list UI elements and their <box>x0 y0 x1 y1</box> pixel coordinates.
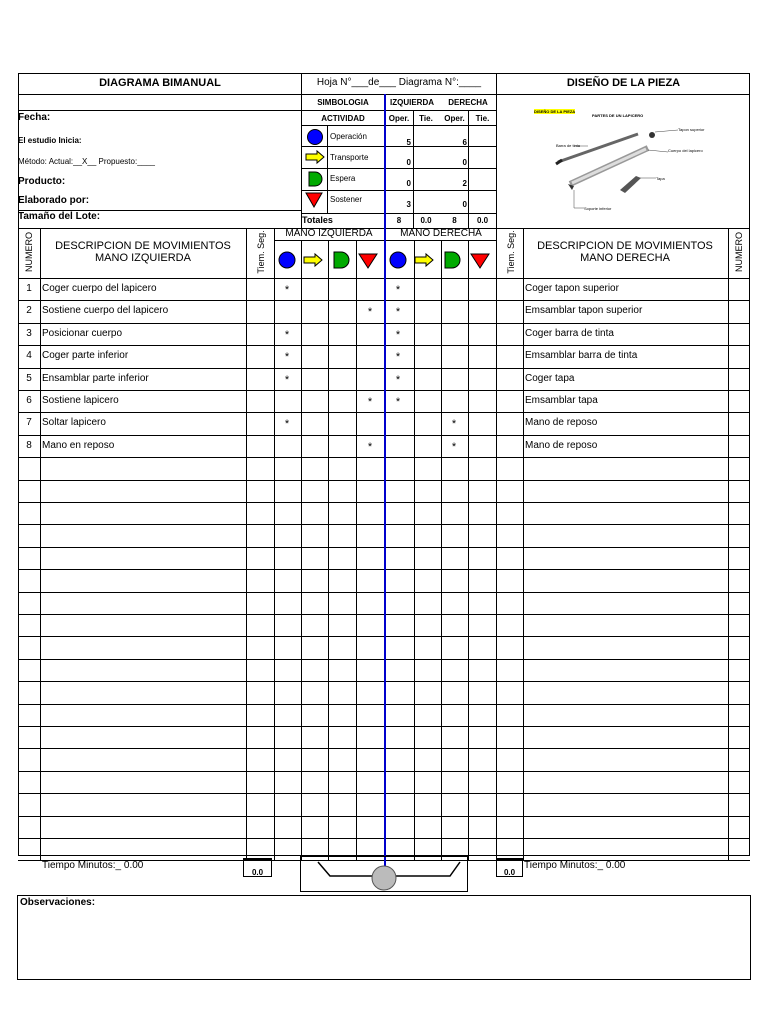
tot-der-oper: 8 <box>452 216 457 225</box>
estudio-label: El estudio Inicia: <box>18 136 82 145</box>
observaciones-box[interactable] <box>17 895 751 980</box>
row-left-desc: Mano en reposo <box>42 440 115 451</box>
grid-vline <box>414 240 415 860</box>
hold-icon <box>305 192 323 208</box>
simbologia-header: SIMBOLOGIA <box>317 98 369 107</box>
row-mark: * <box>395 306 401 318</box>
transport-icon <box>305 150 325 164</box>
total-left-value: 0.0 <box>251 868 264 877</box>
grid-vline <box>356 240 357 860</box>
summary-izq-1: 0 <box>406 158 411 167</box>
row-mark: * <box>367 306 373 318</box>
row-right-desc: Mano de reposo <box>525 440 598 451</box>
center-divider <box>384 94 386 888</box>
tot-der-tie: 0.0 <box>476 216 489 225</box>
total-box-left <box>243 858 272 877</box>
total-box-right <box>496 858 523 877</box>
part-title: PARTES DE UN LAPICERO <box>592 113 644 118</box>
row-right-desc: Coger tapon superior <box>525 283 619 294</box>
row-number: 2 <box>26 305 32 316</box>
wait-icon <box>307 171 323 187</box>
row-mark: * <box>395 284 401 296</box>
left-transport-icon <box>303 253 323 267</box>
row-mark: * <box>451 441 457 453</box>
diseno-title: DISEÑO DE LA PIEZA <box>566 77 681 89</box>
desc-right-line2: MANO DERECHA <box>580 252 670 264</box>
row-left-desc: Sostiene lapicero <box>42 395 119 406</box>
row-mark: * <box>284 374 290 386</box>
label-tapon: Tapon superior <box>678 127 705 132</box>
izquierda-header: IZQUIERDA <box>390 98 434 107</box>
row-mark: * <box>284 284 290 296</box>
summary-label-operacion: Operación <box>330 132 367 141</box>
desc-left-line2: MANO IZQUIERDA <box>95 252 191 264</box>
desc-left-line1: DESCRIPCION DE MOVIMIENTOS <box>55 240 231 252</box>
pen-parts-icon <box>528 98 732 218</box>
row-right-desc: Mano de reposo <box>525 417 598 428</box>
summary-label-espera: Espera <box>330 174 356 183</box>
row-number: 1 <box>26 283 32 294</box>
tie-izq-header: Tie. <box>419 114 433 123</box>
row-number: 4 <box>26 350 32 361</box>
grid-vline <box>301 240 302 860</box>
row-mark: * <box>284 418 290 430</box>
tiem-header-left: Tiem. Seg. <box>256 230 266 274</box>
tiempo-left <box>42 860 143 872</box>
tiempo-right <box>524 860 625 872</box>
summary-der-3: 0 <box>462 200 467 209</box>
tie-der-header: Tie. <box>475 114 490 123</box>
summary-der-0: 6 <box>462 138 467 147</box>
right-transport-icon <box>414 253 434 267</box>
page-title: DIAGRAMA BIMANUAL <box>99 77 221 89</box>
row-mark: * <box>451 418 457 430</box>
metodo-label: Método: Actual:__X__ Propuesto:____ <box>18 157 155 166</box>
oper-der-header: Oper. <box>444 114 465 123</box>
pen-drawing <box>528 98 732 218</box>
row-right-desc: Coger tapa <box>525 373 575 384</box>
left-hold-icon <box>358 253 378 269</box>
summary-izq-3: 3 <box>406 200 411 209</box>
summary-izq-2: 0 <box>406 179 411 188</box>
row-left-desc: Posicionar cuerpo <box>42 328 123 339</box>
row-mark: * <box>284 351 290 363</box>
numero-header-left: NUMERO <box>24 232 34 272</box>
left-operation-icon <box>278 251 296 269</box>
mano-der-header: MANO DERECHA <box>400 228 482 239</box>
right-hold-icon <box>470 253 490 269</box>
actividad-header: ACTIVIDAD <box>321 114 365 123</box>
mano-izq-header: MANO IZQUIERDA <box>285 228 373 239</box>
grid-vline <box>441 240 442 860</box>
row-right-desc: Emsamblar tapon superior <box>525 305 643 316</box>
derecha-header: DERECHA <box>448 98 488 107</box>
totales-label: Totales <box>302 215 333 225</box>
row-number: 8 <box>26 440 32 451</box>
row-right-desc: Emsamblar barra de tinta <box>525 350 638 361</box>
left-wait-icon <box>332 251 350 269</box>
grid-vline <box>468 240 469 860</box>
total-right-value: 0.0 <box>503 868 516 877</box>
elaborado-label: Elaborado por: <box>18 195 90 206</box>
tiempo-right-text: Tiempo Minutos:_ 0.00 <box>524 860 626 871</box>
summary-label-sostener: Sostener <box>330 195 363 204</box>
summary-label-transporte: Transporte <box>330 153 369 162</box>
summary-izq-0: 5 <box>406 138 411 147</box>
tot-izq-tie: 0.0 <box>420 216 432 225</box>
row-mark: * <box>395 329 401 341</box>
hoja-field: Hoja N°___de___ Diagrama N°:____ <box>316 77 482 88</box>
label-cuerpo: Cuerpo del lapicero <box>668 148 703 153</box>
label-soporte: Soporte inferior <box>584 206 612 211</box>
row-number: 6 <box>26 395 32 406</box>
summary-der-1: 0 <box>462 158 467 167</box>
row-left-desc: Sostiene cuerpo del lapicero <box>42 305 169 316</box>
desc-right-line1: DESCRIPCION DE MOVIMIENTOS <box>537 240 713 252</box>
observaciones-label: Observaciones: <box>20 897 96 908</box>
row-left-desc: Coger cuerpo del lapicero <box>42 283 157 294</box>
right-operation-icon <box>389 251 407 269</box>
summary-der-2: 2 <box>462 179 467 188</box>
row-right-desc: Coger barra de tinta <box>525 328 614 339</box>
producto-label: Producto: <box>18 176 66 187</box>
grid-vline <box>328 240 329 860</box>
tiempo-left-text: Tiempo Minutos:_ 0.00 <box>42 860 144 871</box>
tiem-header-right: Tiem. Seg. <box>506 230 516 274</box>
row-mark: * <box>395 396 401 408</box>
drawing-caption: DISEÑO DE LA PIEZA <box>534 109 576 114</box>
row-number: 3 <box>26 328 32 339</box>
row-right-desc: Emsamblar tapa <box>525 395 598 406</box>
balance-graphic-icon <box>300 856 468 892</box>
label-tapa: Tapa <box>656 176 665 181</box>
row-left-desc: Soltar lapicero <box>42 417 106 428</box>
row-number: 5 <box>26 373 32 384</box>
label-barra: Barra de tinta <box>556 143 581 148</box>
tot-izq-oper: 8 <box>396 216 402 225</box>
right-wait-icon <box>443 251 461 269</box>
row-number: 7 <box>26 417 32 428</box>
row-mark: * <box>395 351 401 363</box>
fecha-label: Fecha: <box>18 112 51 123</box>
row-mark: * <box>395 374 401 386</box>
numero-header-right: NUMERO <box>734 232 744 272</box>
row-left-desc: Coger parte inferior <box>42 350 129 361</box>
row-mark: * <box>367 441 373 453</box>
row-left-desc: Ensamblar parte inferior <box>42 373 149 384</box>
row-mark: * <box>367 396 373 408</box>
operation-icon <box>306 128 324 146</box>
lote-label: Tamaño del Lote: <box>18 211 101 222</box>
row-mark: * <box>284 329 290 341</box>
oper-izq-header: Oper. <box>388 114 410 123</box>
